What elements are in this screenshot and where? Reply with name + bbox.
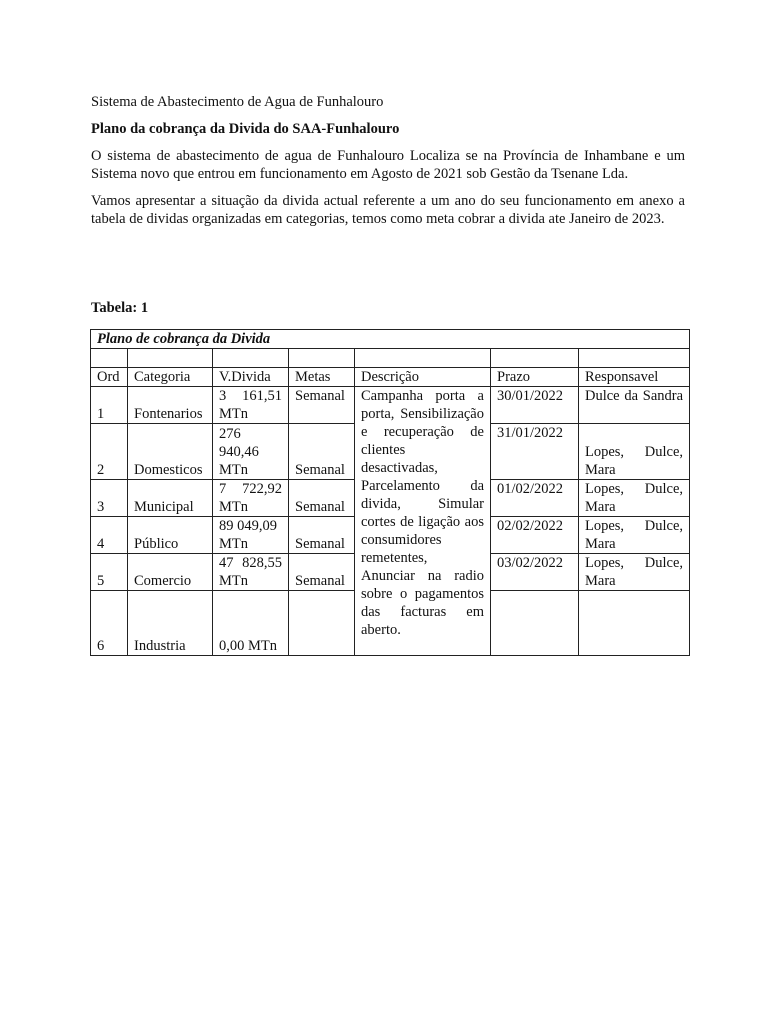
cell-metas: Semanal: [289, 480, 355, 517]
header-prazo: Prazo: [491, 368, 579, 387]
cell-vdivida: 47 828,55 MTn: [213, 554, 289, 591]
cell-categoria: Fontenarios: [128, 387, 213, 424]
cell-ord: 5: [91, 554, 128, 591]
cell-prazo: [491, 591, 579, 656]
paragraph-debt: Vamos apresentar a situação da divida actual referente a um ano do seu funcionamento em anexo a tabela de dividas organizadas em categorias, temos como meta cobrar a divida ate Janeiro de 2023.: [91, 193, 685, 227]
cell-categoria: Domesticos: [128, 424, 213, 480]
cell-metas: Semanal: [289, 554, 355, 591]
cell-prazo: 30/01/2022: [491, 387, 579, 424]
table-caption-row: [91, 330, 690, 349]
cell-vdivida: 7 722,92 MTn: [213, 480, 289, 517]
cell-prazo: 31/01/2022: [491, 424, 579, 480]
header-vdivida: V.Divida: [213, 368, 289, 387]
cell-prazo: 02/02/2022: [491, 517, 579, 554]
cell-ord: 4: [91, 517, 128, 554]
paragraph-intro: O sistema de abastecimento de agua de Funhalouro Localiza se na Província de Inhambane e um Sistema novo que entrou em funcionamento em Agosto de 2021 sob Gestão da Tsenane Lda.: [91, 148, 685, 182]
cell-responsavel: Lopes, Dulce, Mara: [579, 480, 690, 517]
header-metas: Metas: [289, 368, 355, 387]
cell-prazo: 03/02/2022: [491, 554, 579, 591]
cell-metas: Semanal: [289, 387, 355, 424]
cell-categoria: Público: [128, 517, 213, 554]
document-body: [91, 93, 685, 237]
cell-responsavel: Lopes, Dulce, Mara: [579, 424, 690, 480]
cell-vdivida: 3 161,51 MTn: [213, 387, 289, 424]
header-descricao: Descrição: [355, 368, 491, 387]
cell-metas: Semanal: [289, 424, 355, 480]
table-row: [91, 387, 690, 424]
cell-responsavel: Lopes, Dulce, Mara: [579, 517, 690, 554]
table-label: Tabela: 1: [91, 300, 149, 316]
cell-descricao: Campanha porta a porta, Sensibilização e recuperação de clientes desactivadas, Parcelamento da divida, Simular cortes de ligação aos consumidores remetentes, Anunciar na radio sobre o pagamentos das facturas em aberto.: [355, 387, 491, 656]
header-ord: Ord: [91, 368, 128, 387]
cell-responsavel: [579, 591, 690, 656]
cell-responsavel: Lopes, Dulce, Mara: [579, 554, 690, 591]
header-responsavel: Responsavel: [579, 368, 690, 387]
cell-metas: [289, 591, 355, 656]
table-header-row: [91, 368, 690, 387]
cell-responsavel: Dulce da Sandra: [579, 387, 690, 424]
document-heading: Sistema de Abastecimento de Agua de Funhalouro: [91, 94, 384, 110]
cell-ord: 6: [91, 591, 128, 656]
header-categoria: Categoria: [128, 368, 213, 387]
table-blank-row: [91, 349, 690, 368]
cell-vdivida: 0,00 MTn: [213, 591, 289, 656]
cell-prazo: 01/02/2022: [491, 480, 579, 517]
cell-ord: 2: [91, 424, 128, 480]
cell-ord: 3: [91, 480, 128, 517]
cell-metas: Semanal: [289, 517, 355, 554]
cell-vdivida: 276 940,46 MTn: [213, 424, 289, 480]
cell-vdivida: 89 049,09 MTn: [213, 517, 289, 554]
cell-categoria: Industria: [128, 591, 213, 656]
cell-categoria: Comercio: [128, 554, 213, 591]
cell-ord: 1: [91, 387, 128, 424]
cell-categoria: Municipal: [128, 480, 213, 517]
table-caption: Plano de cobrança da Divida: [91, 330, 690, 349]
debt-table: [90, 329, 690, 656]
document-subheading: Plano da cobrança da Divida do SAA-Funhalouro: [91, 121, 400, 137]
